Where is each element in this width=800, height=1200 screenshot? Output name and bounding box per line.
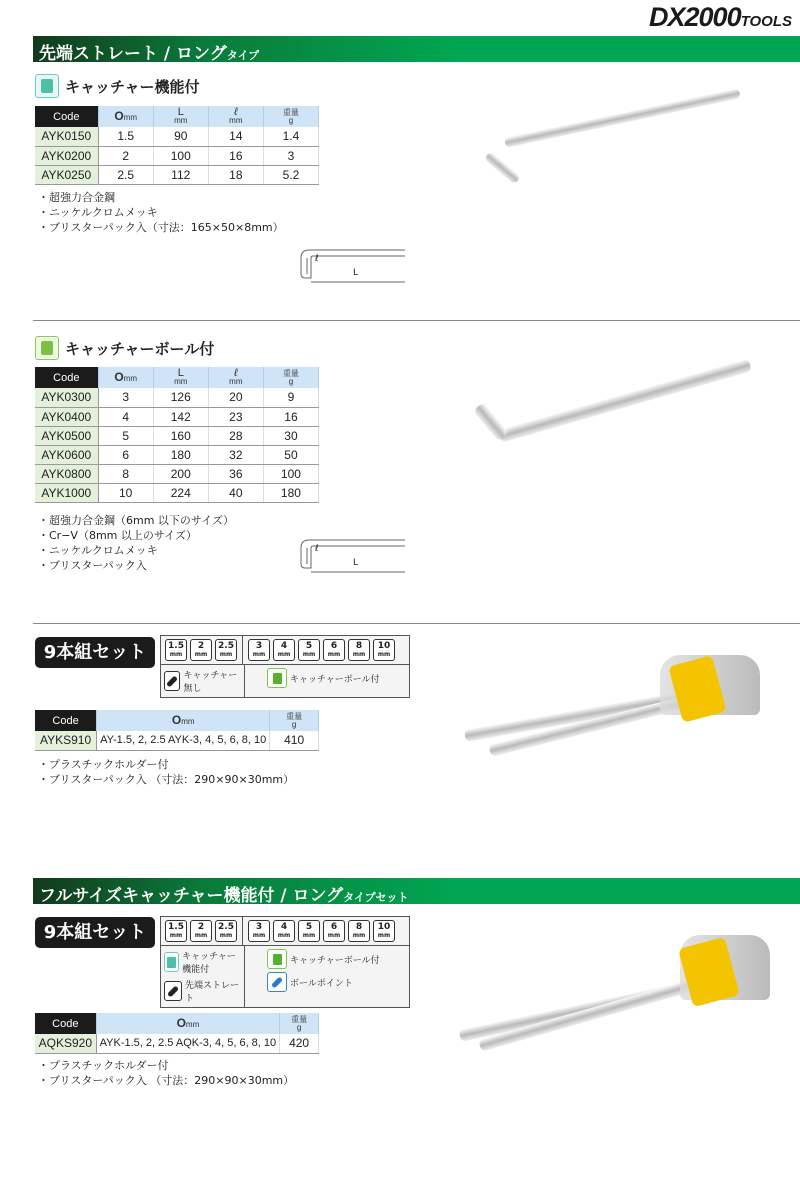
cell: 10	[98, 483, 153, 502]
note-item: ・プラスチックホルダー付	[38, 1059, 169, 1072]
cell: 5.2	[263, 165, 318, 184]
size-chip: 1.5 mm	[165, 920, 187, 942]
table-row	[35, 1034, 319, 1053]
note-item: ・超強力合金鋼	[38, 191, 115, 204]
product-image-wrench-2	[470, 360, 770, 460]
note-item: ・超強力合金鋼（6mm 以下のサイズ）	[38, 514, 235, 527]
cell: 200	[153, 464, 208, 483]
col-code: Code	[35, 1013, 96, 1034]
size-chip: 2.5 mm	[215, 920, 237, 942]
cell: 9	[263, 388, 318, 407]
cell: 16	[263, 407, 318, 426]
cell: 36	[208, 464, 263, 483]
hex-diameter-icon: O	[114, 369, 124, 384]
catcher-ball-icon	[267, 949, 287, 969]
note-item: ・ニッケルクロムメッキ	[38, 206, 158, 219]
size-chip: 10 mm	[373, 639, 395, 661]
col-diameter: Omm	[96, 1013, 280, 1034]
cell: 18	[208, 165, 263, 184]
cell: AY-1.5, 2, 2.5 AYK-3, 4, 5, 6, 8, 10	[97, 731, 270, 750]
size-chip: 3 mm	[248, 920, 270, 942]
table-row	[35, 165, 319, 184]
cell: 126	[153, 388, 208, 407]
cell: 28	[208, 426, 263, 445]
cell: 30	[263, 426, 318, 445]
cell: AYK0500	[35, 426, 98, 445]
size-chip: 5 mm	[298, 920, 320, 942]
cell: 6	[98, 445, 153, 464]
size-legend-box	[160, 916, 410, 1008]
subsection-heading-catcher-ball: キャッチャーボール付	[35, 336, 214, 360]
spec-table-set-920	[35, 1013, 319, 1054]
straight-tip-icon	[164, 671, 180, 691]
note-item: ・ブリスターパック入 （寸法：290×90×30mm）	[38, 773, 295, 786]
dimension-diagram: ℓ L	[295, 244, 407, 286]
ball-point-icon	[267, 972, 287, 992]
note-item: ・プラスチックホルダー付	[38, 758, 169, 771]
col-length-l: ℓ mm	[208, 106, 263, 127]
hex-diameter-icon: O	[171, 712, 182, 727]
legend-label: キャッチャーボール付	[290, 955, 380, 966]
cell: AYK1000	[35, 483, 98, 502]
note-item: ・ニッケルクロムメッキ	[38, 544, 158, 557]
hex-diameter-icon: O	[114, 108, 124, 123]
section-banner-straight-long: 先端ストレート / ロングタイプ	[33, 36, 800, 62]
size-chip: 6 mm	[323, 920, 345, 942]
spec-table-set-910	[35, 710, 319, 751]
product-image-set-920	[450, 930, 780, 1060]
col-weight: 重量 g	[263, 106, 318, 127]
cell: AYK0200	[35, 146, 98, 165]
catcher-ball-icon	[267, 668, 287, 688]
cell: AYKS910	[35, 731, 97, 750]
size-chip: 4 mm	[273, 920, 295, 942]
col-code: Code	[35, 106, 98, 127]
table-row	[35, 731, 319, 750]
spec-table-catcher	[35, 106, 319, 185]
cell: 90	[153, 127, 208, 146]
table-row	[35, 426, 319, 445]
col-diameter: Omm	[98, 106, 153, 127]
col-weight: 重量 g	[263, 367, 318, 388]
size-chip: 2 mm	[190, 639, 212, 661]
size-chip: 3 mm	[248, 639, 270, 661]
cell: 50	[263, 445, 318, 464]
size-legend-box	[160, 635, 410, 698]
divider	[33, 623, 800, 624]
size-chip: 4 mm	[273, 639, 295, 661]
note-item: ・ブリスターパック入（寸法：165×50×8mm）	[38, 221, 284, 234]
size-chip: 5 mm	[298, 639, 320, 661]
dimension-diagram: ℓ L	[295, 534, 407, 576]
catcher-icon	[164, 952, 179, 972]
cell: 2.5	[98, 165, 153, 184]
notes-set-910	[38, 757, 294, 787]
cell: 5	[98, 426, 153, 445]
size-chip: 2.5 mm	[215, 639, 237, 661]
table-row	[35, 445, 319, 464]
cell: 20	[208, 388, 263, 407]
cell: AYK0400	[35, 407, 98, 426]
col-code: Code	[35, 367, 98, 388]
cell: 4	[98, 407, 153, 426]
cell: 8	[98, 464, 153, 483]
cell: AYK-1.5, 2, 2.5 AQK-3, 4, 5, 6, 8, 10	[96, 1034, 280, 1053]
cell: AYK0800	[35, 464, 98, 483]
set-badge: 9本組セット	[35, 917, 155, 948]
cell: 112	[153, 165, 208, 184]
cell: 3	[98, 388, 153, 407]
spec-table-catcher-ball	[35, 367, 319, 503]
size-chip: 6 mm	[323, 639, 345, 661]
col-weight: 重量 g	[270, 710, 319, 731]
table-row	[35, 483, 319, 502]
table-row	[35, 407, 319, 426]
notes-catcher	[38, 190, 284, 235]
size-chip: 1.5 mm	[165, 639, 187, 661]
legend-label: キャッチャー無し	[183, 671, 238, 694]
cell: 180	[263, 483, 318, 502]
cell: AYK0600	[35, 445, 98, 464]
size-chip: 8 mm	[348, 920, 370, 942]
size-chip: 10 mm	[373, 920, 395, 942]
subsection-heading-catcher: キャッチャー機能付	[35, 74, 200, 98]
note-item: ・ブリスターパック入	[38, 559, 147, 572]
set-badge: 9本組セット	[35, 637, 155, 668]
cell: 160	[153, 426, 208, 445]
col-code: Code	[35, 710, 97, 731]
table-row	[35, 464, 319, 483]
note-item: ・ブリスターパック入 （寸法：290×90×30mm）	[38, 1074, 295, 1087]
cell: 1.5	[98, 127, 153, 146]
brand-logo: DX2000TOOLS	[649, 2, 792, 32]
cell: 32	[208, 445, 263, 464]
col-diameter: Omm	[97, 710, 270, 731]
straight-tip-icon	[164, 981, 182, 1001]
cell: AYK0150	[35, 127, 98, 146]
cell: 23	[208, 407, 263, 426]
size-chip: 8 mm	[348, 639, 370, 661]
col-length-L: L mm	[153, 367, 208, 388]
col-length-L: L mm	[153, 106, 208, 127]
cell: 3	[263, 146, 318, 165]
note-item: ・Cr−V（8mm 以上のサイズ）	[38, 529, 197, 542]
cell: 100	[263, 464, 318, 483]
cell: 224	[153, 483, 208, 502]
cell: 14	[208, 127, 263, 146]
size-chip: 2 mm	[190, 920, 212, 942]
table-row	[35, 127, 319, 146]
cell: 100	[153, 146, 208, 165]
col-weight: 重量 g	[280, 1013, 319, 1034]
product-image-wrench-1	[485, 100, 745, 190]
cell: 142	[153, 407, 208, 426]
catcher-icon	[35, 74, 59, 98]
cell: 420	[280, 1034, 319, 1053]
legend-label: ボールポイント	[290, 978, 353, 989]
cell: 180	[153, 445, 208, 464]
legend-label: 先端ストレート	[185, 981, 240, 1004]
cell: 1.4	[263, 127, 318, 146]
product-image-set-910	[460, 650, 780, 760]
cell: AYK0250	[35, 165, 98, 184]
col-length-l: ℓ mm	[208, 367, 263, 388]
cell: AYK0300	[35, 388, 98, 407]
cell: 410	[270, 731, 319, 750]
notes-set-920	[38, 1058, 294, 1088]
hex-diameter-icon: O	[176, 1015, 186, 1030]
section-banner-fullsize-set: フルサイズキャッチャー機能付 / ロングタイプセット	[33, 878, 800, 904]
cell: AQKS920	[35, 1034, 96, 1053]
cell: 40	[208, 483, 263, 502]
table-row	[35, 146, 319, 165]
legend-label: キャッチャー機能付	[182, 952, 236, 975]
catcher-ball-icon	[35, 336, 59, 360]
notes-catcher-ball	[38, 513, 234, 573]
divider	[33, 320, 800, 321]
legend-label: キャッチャーボール付	[290, 674, 380, 685]
cell: 16	[208, 146, 263, 165]
table-row	[35, 388, 319, 407]
cell: 2	[98, 146, 153, 165]
col-diameter: Omm	[98, 367, 153, 388]
